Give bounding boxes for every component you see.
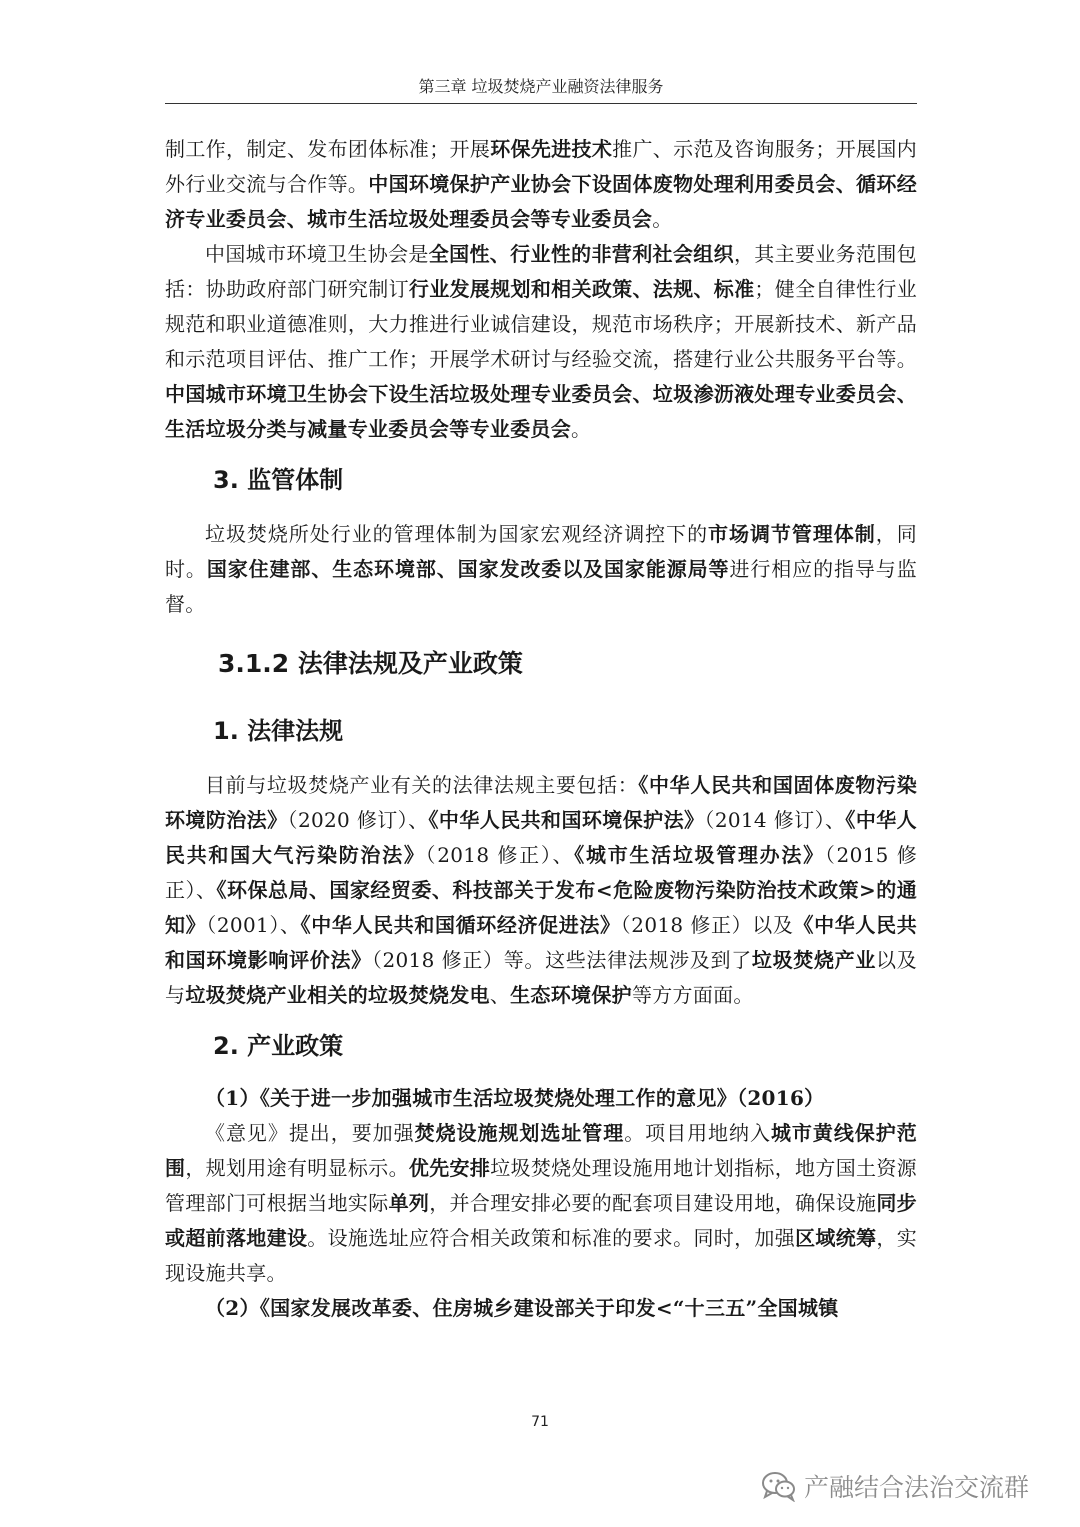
text-run: 。	[571, 417, 592, 441]
text-run: 垃圾焚烧处理设施用地计划指标，地方国土资源管理部门可根据当地实际	[165, 1156, 917, 1215]
bold-text-run: 垃圾焚烧产业	[751, 948, 877, 972]
text-run: （2018 修正）等。这些法律法规涉及到了	[371, 948, 752, 972]
bold-text-run: 优先安排	[408, 1156, 491, 1180]
heading-industrial-policy: 2. 产业政策	[213, 1032, 344, 1060]
bold-text-run: 垃圾焚烧产业相关的垃圾焚烧发电	[185, 983, 490, 1007]
text-run: 进行相应的指导与监督。	[165, 557, 917, 616]
paragraph-policy-1-title	[165, 1081, 917, 1116]
text-run: 制工作，制定、发布团体标准；开展	[165, 137, 491, 161]
text-run: 。	[652, 207, 673, 231]
page-body	[165, 132, 917, 1326]
text-run: 。设施选址应符合相关政策和标准的要求。同时，加强	[307, 1226, 796, 1250]
bold-text-run: 中国城市环境卫生协会下设生活垃圾处理专业委员会、垃圾渗沥液处理专业委员会、生活垃圾分类与减量专业委员会等专业委员会	[165, 382, 917, 441]
bold-text-run: 焚烧设施规划选址管理	[414, 1121, 625, 1145]
running-header: 第三章 垃圾焚烧产业融资法律服务	[418, 77, 664, 96]
bold-text-run: 环保先进技术	[490, 137, 613, 161]
bold-text-run: （2）《国家发展改革委、住房城乡建设部关于印发<“十三五”全国城镇	[205, 1296, 839, 1320]
paragraph-association-sanitation	[165, 237, 917, 447]
paragraph-policy-1-body	[165, 1116, 917, 1291]
text-run: 中国城市环境卫生协会是	[205, 242, 429, 266]
bold-text-run: 行业发展规划和相关政策、法规、标准	[408, 277, 755, 301]
text-run: 以及与	[165, 948, 917, 1007]
bold-text-run: 《中华人民共和国固体废物污染环境防治法》	[165, 773, 917, 832]
bold-text-run: 国家住建部、生态环境部、国家发改委以及国家能源局等	[206, 557, 730, 581]
bold-text-run: 《城市生活垃圾管理办法》	[574, 843, 825, 867]
wechat-icon	[760, 1470, 798, 1502]
watermark-text: 产融结合法治交流群	[804, 1473, 1030, 1502]
text-run: （2015 修正）、	[165, 843, 918, 902]
bold-text-run: 生态环境保护	[510, 983, 632, 1007]
paragraph-policy-2-title	[165, 1291, 917, 1326]
text-run: 《意见》提出，要加强	[205, 1121, 415, 1145]
bold-text-run: 《中华人民共和国大气污染防治法》	[165, 808, 917, 867]
text-run: ，规划用途有明显标示。	[185, 1156, 409, 1180]
paragraph-supervision	[165, 517, 917, 622]
text-run: （2001）、	[206, 913, 301, 937]
page-number: 71	[531, 1414, 549, 1430]
bold-text-run: 同步或超前落地建设	[165, 1191, 917, 1250]
text-run: ，同时。	[165, 522, 917, 581]
text-run: ，实现设施共享。	[165, 1226, 918, 1285]
bold-text-run: 《中华人民共和国环境保护法》	[428, 808, 705, 832]
paragraph-association-env-protection	[165, 132, 917, 237]
bold-text-run: （1）《关于进一步加强城市生活垃圾焚烧处理工作的意见》（2016）	[205, 1086, 825, 1110]
text-run: （2018 修正）、	[425, 843, 575, 867]
text-run: ；健全自律性行业规范和职业道德准则，大力推进行业诚信建设，规范市场秩序；开展新技术、新产品和示范项目评估、推广工作；开展学术研讨与经验交流，搭建行业公共服务平台等。	[165, 277, 917, 371]
text-run: （2020 修订）、	[287, 808, 429, 832]
bold-text-run: 《中华人民共和国环境影响评价法》	[165, 913, 917, 972]
text-run: 目前与垃圾焚烧产业有关的法律法规主要包括：	[205, 773, 639, 797]
text-run: 、	[489, 983, 511, 1007]
bold-text-run: 全国性、行业性的非营利社会组织	[428, 242, 734, 266]
bold-text-run: 中国环境保护产业协会下设固体废物处理利用委员会、循环经济专业委员会、城市生活垃圾处理委员会等专业委员会	[165, 172, 917, 231]
text-run: 等方方面面。	[631, 983, 754, 1007]
bold-text-run: 市场调节管理体制	[708, 522, 876, 546]
heading-section-3-1-2: 3.1.2 法律法规及产业政策	[218, 649, 523, 678]
bold-text-run: 单列	[388, 1191, 430, 1215]
heading-supervision-system: 3. 监管体制	[213, 466, 344, 494]
text-run: ，其主要业务范围包括：协助政府部门研究制订	[165, 242, 917, 301]
header-rule	[165, 103, 917, 104]
text-run: ，并合理安排必要的配套项目建设用地，确保设施	[429, 1191, 877, 1215]
watermark	[760, 1466, 1029, 1506]
text-run: （2018 修正）以及	[620, 913, 794, 937]
bold-text-run: 城市黄线保护范围	[165, 1121, 918, 1180]
heading-laws-regulations: 1. 法律法规	[213, 717, 344, 745]
text-run: 推广、示范及咨询服务；开展国内外行业交流与合作等。	[165, 137, 917, 196]
bold-text-run: 《环保总局、国家经贸委、科技部关于发布<危险废物污染防治技术政策>的通知》	[165, 878, 918, 937]
text-run: 垃圾焚烧所处行业的管理体制为国家宏观经济调控下的	[205, 522, 709, 546]
text-run: （2014 修订）、	[704, 808, 846, 832]
paragraph-laws	[165, 768, 917, 1013]
bold-text-run: 区域统筹	[795, 1226, 877, 1250]
text-run: 。项目用地纳入	[624, 1121, 771, 1145]
bold-text-run: 《中华人民共和国循环经济促进法》	[300, 913, 621, 937]
